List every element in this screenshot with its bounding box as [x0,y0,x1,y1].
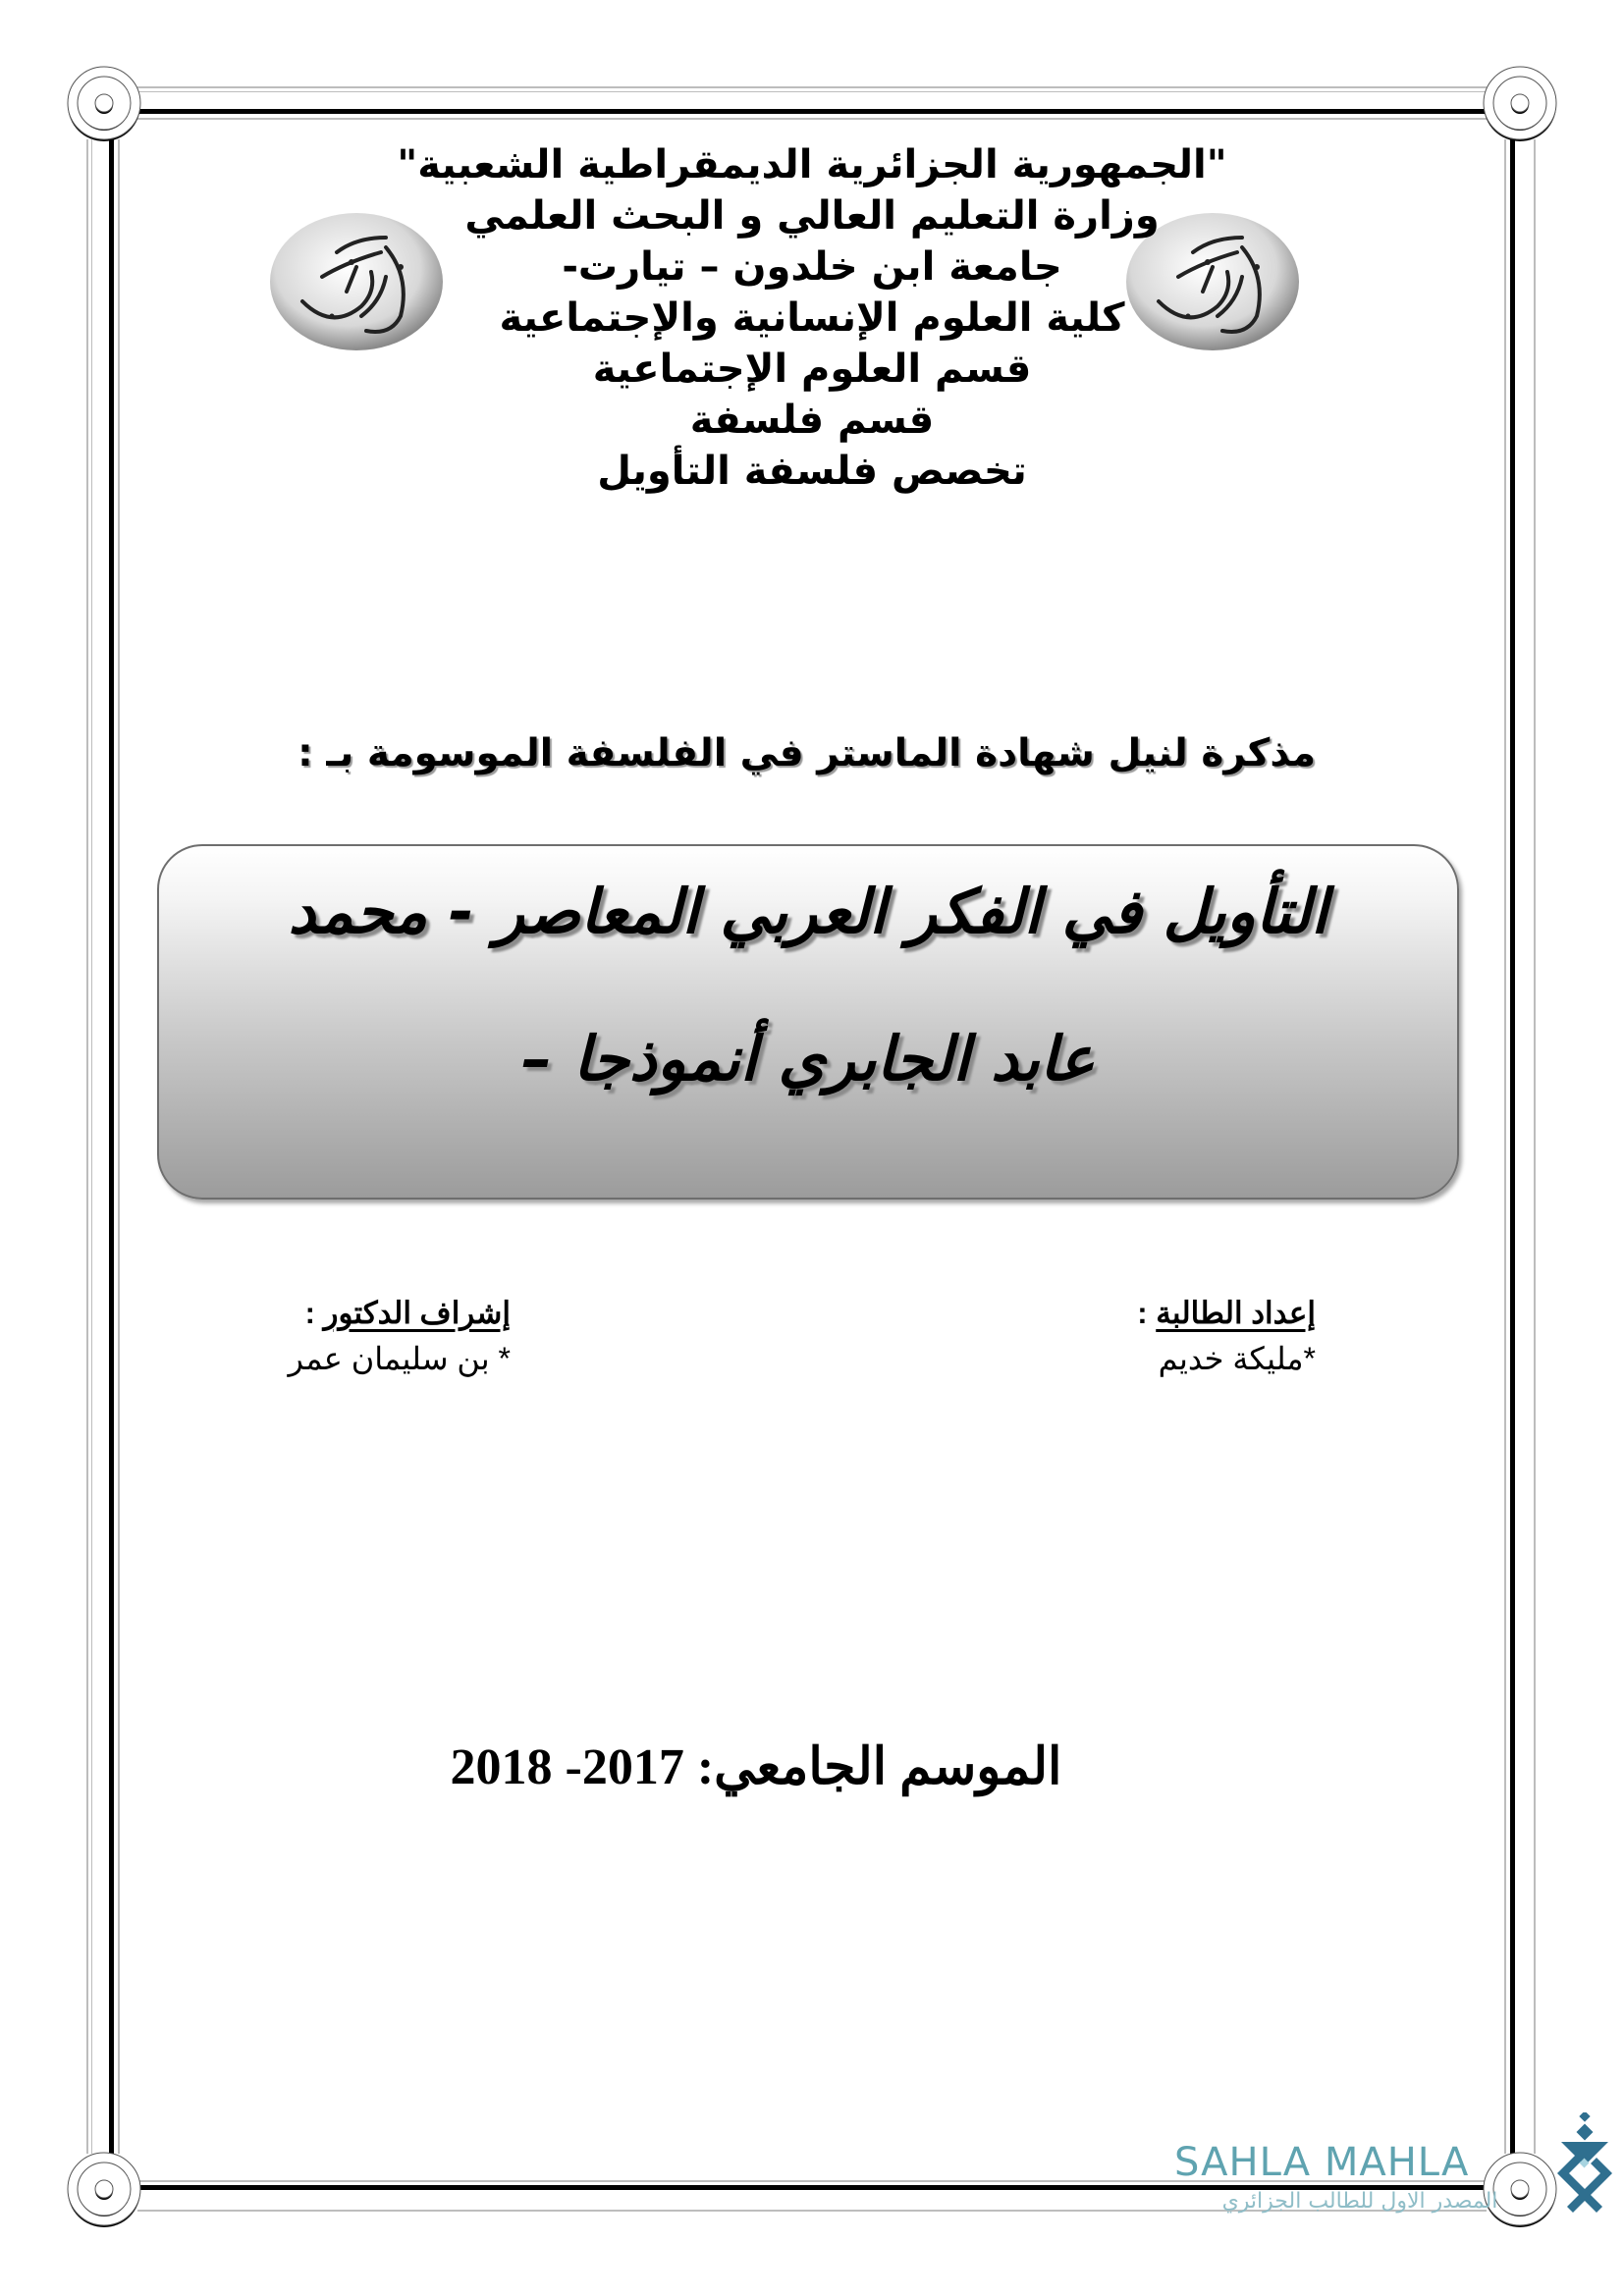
header-faculty: كلية العلوم الإنسانية والإجتماعية [499,295,1125,341]
institution-header [373,139,1251,497]
border-right-rule [1510,139,1515,2154]
memo-statement: مذكرة لنيل شهادة الماستر في الفلسفة الموسومة بـ : [298,731,1316,775]
student-label: إعداد الطالبة [1156,1296,1316,1330]
watermark-brand: SAHLA MAHLA [1174,2140,1470,2185]
border-top-inner-rule [137,118,1487,120]
supervisor-credit [289,1294,511,1380]
border-right-outer-rule [1534,139,1536,2154]
border-top-outer-rule [137,86,1487,88]
supervisor-label-colon: : [304,1296,324,1330]
thesis-title-box [157,844,1459,1200]
border-top-outer-rule-2 [137,91,1487,92]
border-left-inner-rule [118,139,120,2154]
student-credit [1137,1294,1316,1380]
supervisor-label-row [289,1294,511,1333]
academic-year: الموسم الجامعي: 2017- 2018 [450,1739,1062,1795]
supervisor-name: * بن سليمان عمر [288,1341,511,1376]
border-left-outer-rule [86,139,88,2154]
student-name: *مليكة خديم [1158,1341,1316,1376]
border-right-inner-rule [1504,139,1506,2154]
border-top-rule [137,109,1487,114]
sahla-mahla-logo-icon [1551,2112,1620,2220]
supervisor-label: إشراف الدكتور [323,1296,511,1330]
header-country: "الجمهورية الجزائرية الديمقراطية الشعبية" [397,142,1227,187]
header-university: جامعة ابن خلدون – تيارت- [562,244,1062,290]
header-department: قسم العلوم الإجتماعية [592,347,1032,392]
student-label-colon: : [1137,1296,1157,1330]
corner-rosette-icon [66,2152,142,2228]
watermark-tagline: المصدر الاول للطالب الجزائري [1221,2189,1498,2214]
student-label-row [1137,1294,1316,1333]
border-left-outer-rule-2 [91,139,92,2154]
header-specialty: تخصص فلسفة التأويل [597,449,1027,494]
border-left-rule [109,139,114,2154]
thesis-title-line-2: عابد الجابري أنموذجا – [521,1023,1095,1095]
header-section: قسم فلسفة [689,398,935,443]
thesis-title-line-1: التأويل في الفكر العربي المعاصر - محمد [288,876,1328,947]
header-ministry: وزارة التعليم العالي و البحث العلمي [464,193,1160,239]
corner-rosette-icon [66,66,142,142]
corner-rosette-icon [1482,66,1558,142]
